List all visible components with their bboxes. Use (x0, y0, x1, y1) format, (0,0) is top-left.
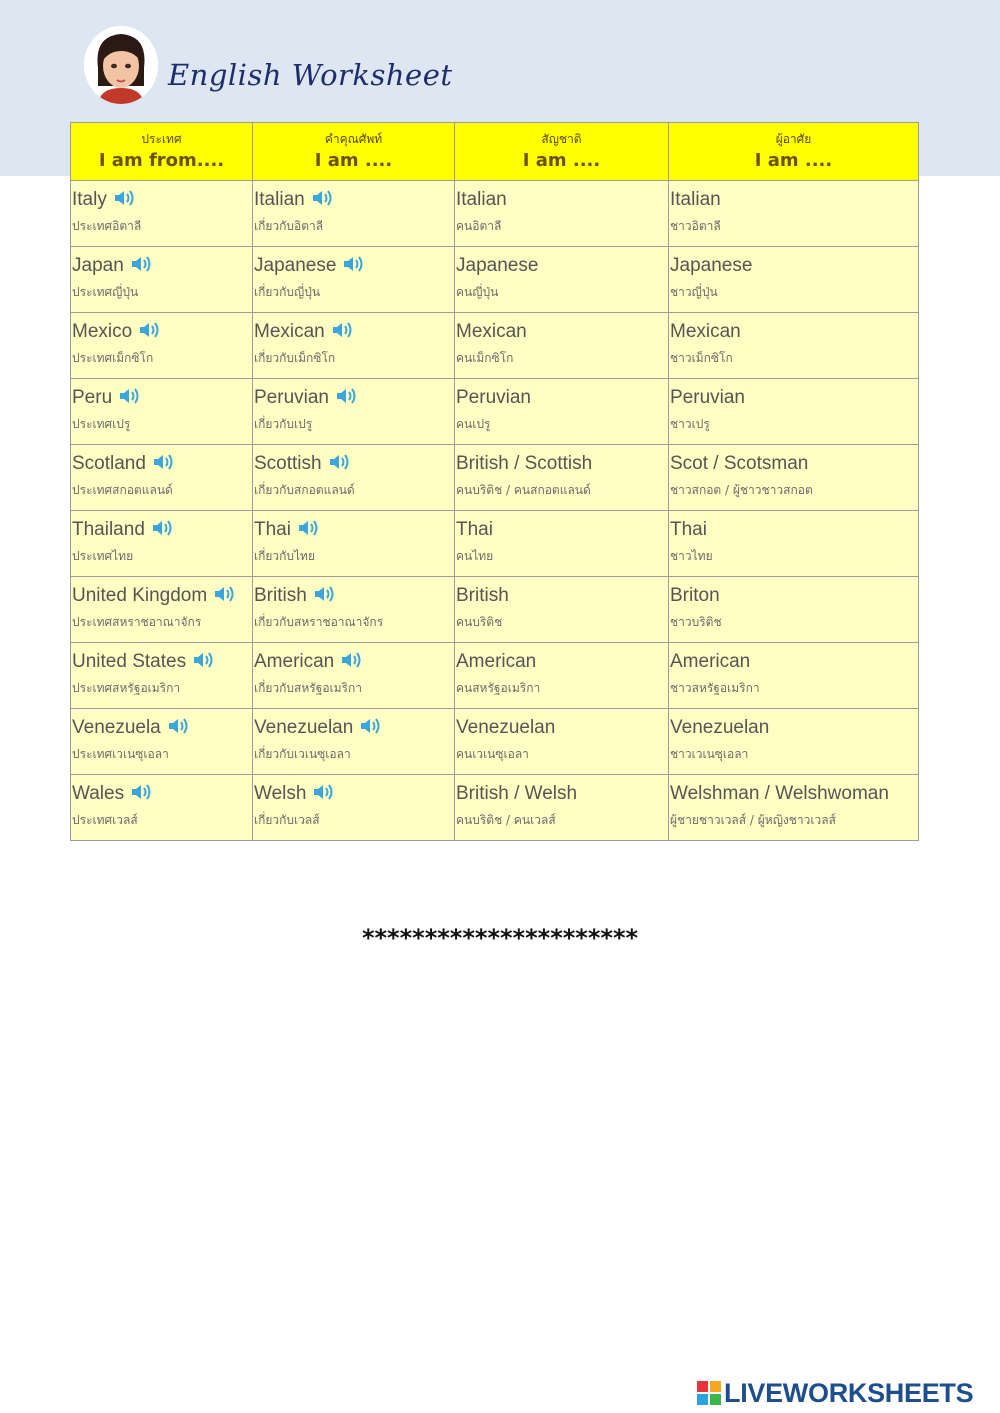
english-word (72, 319, 251, 345)
english-word (670, 385, 917, 411)
english-word (254, 253, 453, 279)
inhabitant-cell (669, 709, 919, 775)
speaker-icon[interactable] (167, 716, 189, 736)
speaker-icon[interactable] (118, 386, 140, 406)
english-word (72, 649, 251, 675)
thai-translation: คนบริติช (456, 615, 503, 629)
english-word (456, 319, 667, 345)
english-word (670, 517, 917, 543)
country-cell (71, 511, 253, 577)
english-word-text: Scottish (254, 453, 322, 474)
english-word (254, 451, 453, 477)
english-word-text: Peruvian (254, 387, 329, 408)
inhabitant-cell (669, 445, 919, 511)
speaker-icon[interactable] (312, 782, 334, 802)
column-header-inhabitant (669, 123, 919, 181)
english-word (72, 583, 251, 609)
liveworksheets-logo (697, 1378, 997, 1408)
inhabitant-cell (669, 511, 919, 577)
country-cell (71, 577, 253, 643)
speaker-icon[interactable] (151, 518, 173, 538)
thai-translation: เกี่ยวกับเวเนซุเอลา (254, 747, 351, 761)
english-word (670, 583, 917, 609)
nationality-table (70, 122, 918, 841)
speaker-icon[interactable] (335, 386, 357, 406)
english-word-text: American (456, 651, 537, 672)
table-row (71, 379, 919, 445)
country-cell (71, 247, 253, 313)
country-cell (71, 313, 253, 379)
thai-translation: ชาวเวเนซุเอลา (670, 747, 749, 761)
speaker-icon[interactable] (313, 584, 335, 604)
table-row (71, 445, 919, 511)
english-word (254, 517, 453, 543)
english-word (456, 451, 667, 477)
speaker-icon[interactable] (192, 650, 214, 670)
table-row (71, 313, 919, 379)
speaker-icon[interactable] (340, 650, 362, 670)
adjective-cell (253, 511, 455, 577)
english-word (670, 451, 917, 477)
english-word-text: British (456, 585, 509, 606)
column-header-english: I am from.... (98, 150, 225, 171)
english-word-text: Welsh (254, 783, 307, 804)
english-word (254, 319, 453, 345)
inhabitant-cell (669, 313, 919, 379)
adjective-cell (253, 247, 455, 313)
thai-translation: ประเทศเม็กซิโก (72, 351, 154, 365)
thai-translation: ประเทศญี่ปุ่น (72, 285, 139, 299)
speaker-icon[interactable] (213, 584, 235, 604)
inhabitant-cell (669, 247, 919, 313)
column-header-thai: สัญชาติ (541, 132, 582, 146)
divider-stars: ********************** (361, 924, 639, 952)
thai-translation: เกี่ยวกับเปรู (254, 417, 313, 431)
thai-translation: ประเทศสกอตแลนด์ (72, 483, 173, 497)
adjective-cell (253, 709, 455, 775)
english-word-text: Japan (72, 255, 124, 276)
thai-translation: ประเทศอิตาลี (72, 219, 142, 233)
table-body (71, 181, 919, 841)
thai-translation: ประเทศไทย (72, 549, 134, 563)
english-word-text: British / Welsh (456, 783, 578, 804)
table-header-row (71, 123, 919, 181)
english-word-text: Venezuelan (456, 717, 556, 738)
thai-translation: ชาวสกอต / ผู้ชาวชาวสกอต (670, 483, 813, 497)
english-word (456, 715, 667, 741)
english-word (254, 715, 453, 741)
english-word (670, 649, 917, 675)
english-word (456, 781, 667, 807)
english-word-text: Mexican (456, 321, 527, 342)
english-word-text: Italian (254, 189, 305, 210)
english-word (254, 583, 453, 609)
table-row (71, 181, 919, 247)
english-word (456, 385, 667, 411)
speaker-icon[interactable] (328, 452, 350, 472)
english-word (72, 187, 251, 213)
thai-translation: คนญี่ปุ่น (456, 285, 499, 299)
english-word (670, 187, 917, 213)
column-header-adjective (253, 123, 455, 181)
thai-translation: คนเปรู (456, 417, 491, 431)
thai-translation: ประเทศสหราชอาณาจักร (72, 615, 202, 629)
english-word-text: Wales (72, 783, 125, 804)
speaker-icon[interactable] (113, 188, 135, 208)
column-header-country (71, 123, 253, 181)
country-cell (71, 643, 253, 709)
english-word-text: American (254, 651, 335, 672)
thai-translation: เกี่ยวกับสหราชอาณาจักร (254, 615, 384, 629)
nationality-cell (455, 247, 669, 313)
inhabitant-cell (669, 181, 919, 247)
english-word (456, 187, 667, 213)
liveworksheets-logo-icon (697, 1381, 721, 1405)
country-cell (71, 775, 253, 841)
english-word (670, 715, 917, 741)
english-word-text: Japanese (456, 255, 539, 276)
thai-translation: เกี่ยวกับสกอตแลนด์ (254, 483, 355, 497)
avatar-icon (84, 26, 158, 104)
english-word (456, 517, 667, 543)
english-word-text: Japanese (670, 255, 753, 276)
english-word (72, 781, 251, 807)
speaker-icon[interactable] (130, 782, 152, 802)
speaker-icon[interactable] (311, 188, 333, 208)
english-word-text: Japanese (254, 255, 337, 276)
adjective-cell (253, 445, 455, 511)
thai-translation: เกี่ยวกับไทย (254, 549, 315, 563)
thai-translation: คนไทย (456, 549, 494, 563)
column-header-thai: คำคุณศัพท์ (324, 132, 383, 146)
english-word (72, 253, 251, 279)
nationality-cell (455, 577, 669, 643)
thai-translation: คนบริติช / คนเวลส์ (456, 813, 556, 827)
english-word-text: Thai (254, 519, 291, 540)
thai-translation: ชาวญี่ปุ่น (670, 285, 718, 299)
inhabitant-cell (669, 775, 919, 841)
english-word-text: Venezuelan (254, 717, 354, 738)
liveworksheets-logo-text: LIVEWORKSHEETS (724, 1378, 974, 1408)
thai-translation: ชาวอิตาลี (670, 219, 721, 233)
english-word-text: Mexican (254, 321, 325, 342)
thai-translation: ชาวเปรู (670, 417, 710, 431)
worksheet-title: English Worksheet (168, 58, 453, 92)
english-word (72, 517, 251, 543)
english-word (254, 385, 453, 411)
nationality-cell (455, 379, 669, 445)
thai-translation: ชาวเม็กซิโก (670, 351, 733, 365)
country-cell (71, 445, 253, 511)
column-header-nationality (455, 123, 669, 181)
english-word (456, 649, 667, 675)
english-word-text: Venezuela (72, 717, 161, 738)
thai-translation: เกี่ยวกับอิตาลี (254, 219, 324, 233)
speaker-icon[interactable] (297, 518, 319, 538)
english-word (670, 781, 917, 807)
thai-translation: เกี่ยวกับญี่ปุ่น (254, 285, 321, 299)
column-header-english: I am .... (522, 150, 601, 171)
table-row (71, 511, 919, 577)
english-word-text: United Kingdom (72, 585, 208, 606)
thai-translation: ชาวสหรัฐอเมริกา (670, 681, 760, 695)
thai-translation: ประเทศเวลส์ (72, 813, 138, 827)
english-word (456, 253, 667, 279)
english-word (72, 451, 251, 477)
english-word-text: American (670, 651, 751, 672)
thai-translation: เกี่ยวกับเวลส์ (254, 813, 320, 827)
column-header-thai: ประเทศ (141, 132, 182, 146)
english-word (670, 319, 917, 345)
thai-translation: คนเม็กซิโก (456, 351, 514, 365)
speaker-icon[interactable] (152, 452, 174, 472)
nationality-cell (455, 181, 669, 247)
table-row (71, 775, 919, 841)
table-row (71, 643, 919, 709)
english-word (670, 253, 917, 279)
english-word-text: Peruvian (670, 387, 745, 408)
speaker-icon[interactable] (342, 254, 364, 274)
english-word (72, 715, 251, 741)
english-word-text: United States (72, 651, 187, 672)
thai-translation: ประเทศสหรัฐอเมริกา (72, 681, 181, 695)
english-word-text: Italian (456, 189, 507, 210)
thai-translation: คนบริติช / คนสกอตแลนด์ (456, 483, 591, 497)
english-word (254, 781, 453, 807)
english-word-text: Mexican (670, 321, 741, 342)
table-row (71, 247, 919, 313)
adjective-cell (253, 181, 455, 247)
thai-translation: คนอิตาลี (456, 219, 502, 233)
adjective-cell (253, 379, 455, 445)
english-word-text: Welshman / Welshwoman (670, 783, 889, 804)
english-word-text: British (254, 585, 307, 606)
inhabitant-cell (669, 379, 919, 445)
english-word-text: Thai (456, 519, 493, 540)
nationality-cell (455, 775, 669, 841)
speaker-icon[interactable] (130, 254, 152, 274)
adjective-cell (253, 775, 455, 841)
adjective-cell (253, 643, 455, 709)
country-cell (71, 181, 253, 247)
table-row (71, 709, 919, 775)
english-word-text: Mexico (72, 321, 133, 342)
english-word (72, 385, 251, 411)
nationality-cell (455, 709, 669, 775)
column-header-english: I am .... (314, 150, 393, 171)
inhabitant-cell (669, 577, 919, 643)
english-word-text: Venezuelan (670, 717, 770, 738)
english-word (254, 187, 453, 213)
thai-translation: ชาวบริติช (670, 615, 722, 629)
table-row (71, 577, 919, 643)
english-word-text: British / Scottish (456, 453, 593, 474)
english-word (254, 649, 453, 675)
english-word-text: Thailand (72, 519, 145, 540)
adjective-cell (253, 313, 455, 379)
country-cell (71, 379, 253, 445)
thai-translation: เกี่ยวกับสหรัฐอเมริกา (254, 681, 362, 695)
thai-translation: เกี่ยวกับเม็กซิโก (254, 351, 336, 365)
thai-translation: ประเทศเปรู (72, 417, 131, 431)
english-word-text: Scotland (72, 453, 146, 474)
english-word-text: Italy (72, 189, 107, 210)
column-header-english: I am .... (754, 150, 833, 171)
nationality-cell (455, 445, 669, 511)
country-cell (71, 709, 253, 775)
english-word-text: Scot / Scotsman (670, 453, 809, 474)
speaker-icon[interactable] (138, 320, 160, 340)
thai-translation: ประเทศเวเนซุเอลา (72, 747, 169, 761)
english-word-text: Peru (72, 387, 113, 408)
nationality-cell (455, 643, 669, 709)
column-header-thai: ผู้อาศัย (775, 132, 812, 146)
nationality-cell (455, 313, 669, 379)
thai-translation: คนสหรัฐอเมริกา (456, 681, 541, 695)
adjective-cell (253, 577, 455, 643)
thai-translation: ชาวไทย (670, 549, 713, 563)
thai-translation: คนเวเนซุเอลา (456, 747, 529, 761)
english-word-text: Peruvian (456, 387, 531, 408)
speaker-icon[interactable] (359, 716, 381, 736)
thai-translation: ผู้ชายชาวเวลส์ / ผู้หญิงชาวเวลส์ (670, 813, 836, 827)
inhabitant-cell (669, 643, 919, 709)
english-word (456, 583, 667, 609)
english-word-text: Briton (670, 585, 720, 606)
nationality-cell (455, 511, 669, 577)
english-word-text: Thai (670, 519, 707, 540)
speaker-icon[interactable] (331, 320, 353, 340)
english-word-text: Italian (670, 189, 721, 210)
